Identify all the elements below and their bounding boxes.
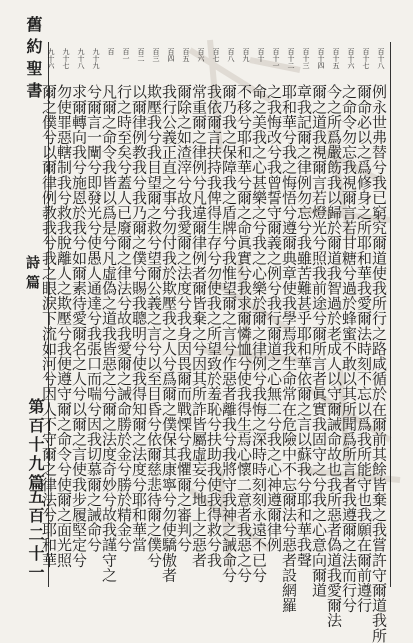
text-column: 欺壓我兮我目望爾之救兮望爾公義之言兮以至目昏兮依爾慈悲待爾之僕兮 [145,84,163,568]
verse-number: 九十六 [47,48,55,69]
frame-line-right [390,42,391,587]
text-column: 不移兮耶和華兮爾之命眞實兮我求爾憐恤兮使我得生焉心懷二意者我惡之兮 [235,84,253,583]
verse-number: 百四 [167,48,175,62]
verse-number: 百十五 [332,48,340,69]
text-column: 今之所爲嚴飭我以歸於爾道我智過於老成人以守爾誡命故也我所惡者偽道我愛爾法 [325,84,343,628]
verse-number: 百十二 [287,48,295,69]
text-column: 求爾轉向我兮施恩於我兮如爾素待愛爾名之人兮以爾之言使我步履堅定兮 [70,84,88,568]
verse-number: 百二 [137,48,145,62]
text-column: 我依爾言扶持我俾得生存兮勿使我之所望致於羞恥兮扶助我使我得救兮我 [205,84,223,568]
verse-number: 百 [107,48,115,55]
text-column: 爾之僕兮以爾律例教我兮我之眼淚下流如河兮因人不守爾之律法兮耶和華 [40,84,58,568]
verse-number: 九十七 [62,48,70,69]
verse-number: 九十八 [77,48,85,69]
text-column: 凡爾之命令我皆以爲是兮凡虛偽之道我皆惡之兮爾之法度奇妙兮故我謹守之 [100,84,118,583]
book-title: 舊約聖書 [24,16,43,104]
text-column: 以爾律例教我兮我乃爾之僕兮賜我聰明兮使我得知爾之法度兮耶和華當 [130,84,148,553]
verse-number: 百十八 [377,48,385,69]
verse-number: 百一 [122,48,130,62]
verse-number: 百十 [257,48,265,62]
text-column: 命之美我之心甚樂之兮我之心樂於爾之律例兮我悔之深時時刻刻永遠不已兮 [250,84,268,583]
text-column: 爾命必以之爲修身之所耶和華我愛爾法時刻不忘以爲我所能守也我願在爾前遵行 [355,84,373,613]
verse-number: 百三 [152,48,160,62]
verse-number: 百八 [227,48,235,62]
verse-number: 百九 [242,48,250,62]
text-column: 爾除之如渣滓兮故我愛爾之法度兮我身因畏爾而戰慄兮我懼爾之審判兮 [175,84,193,553]
verse-number: 百十三 [302,48,310,69]
verse-number: 百十六 [347,48,355,69]
verse-number: 百十七 [362,48,370,69]
text-column: 之我悔改兮我曾誓守爾義之例兮我行爾道之心無二兮我之心神遵爾律例 [265,84,283,553]
text-column: 行之時至矣兮蓋人已廢爾之律法兮故我愛爾之誡命勝於金兮勝於精金兮 [115,84,133,553]
verse-number: 百五 [182,48,190,62]
verse-number: 九十九 [92,48,100,69]
text-column: 我行公義正直之事兮勿付我於欺壓我之人兮爲爾之僕保其康寧兮勿使驕傲者 [160,84,178,583]
text-column: 兮爾言一闡兮即發光兮使愚人通達兮我張口而喘兮因我切慕爾之誡命兮 [85,84,103,553]
verse-number: 百十四 [317,48,325,69]
text-column: 爾乃我之保障我之盾牌兮我惟望爾之言兮作惡者離我兮我將守我神之誡命兮 [220,84,238,583]
verse-number: 百十一 [272,48,280,69]
text-column: 例永世弗替兮我已窮究爾道使我所行之路咸循於在爾前其餘皆棄之我嘗許守爾道我所 [370,84,388,643]
section-title: 詩篇 [24,255,40,295]
page-number: 五百二十一 [26,488,45,583]
text-column: 勿使罪惡轄制我兮救我脫離人之欺壓兮我便遵守爾之命令兮使爾之面光照 [55,84,73,568]
verse-number: 百六 [197,48,205,62]
verse-number: 百七 [212,48,220,62]
text-column: 爾之道我視爾言若燈光兮照我前途兮爾所言者眞實我固守之兮我之心意向爾道 [310,84,328,598]
text-column: 耶和華兮我之悔悟兮遵爾典章使我學焉我生命常在危險中不忘爾法兮惡者設網羅 [280,84,298,613]
text-column: 常重爾之律例兮凡違爾律例者爾皆棄之兮因其所詐皆屬虛妄兮地上之惡者 [190,84,208,568]
text-column: 之命令勿忘我視爾言若甘糖兮過於蜂蜜不敢以其所聞爲所言者我遵爾之法而行兮 [340,84,358,613]
chapter-label: 第百十九篇 [26,398,45,493]
text-column: 章我記爾之律例勿忘兮我雖苦難甚乎耶和華依爾之言以蘇我兮耶和華我聲 [295,84,313,568]
